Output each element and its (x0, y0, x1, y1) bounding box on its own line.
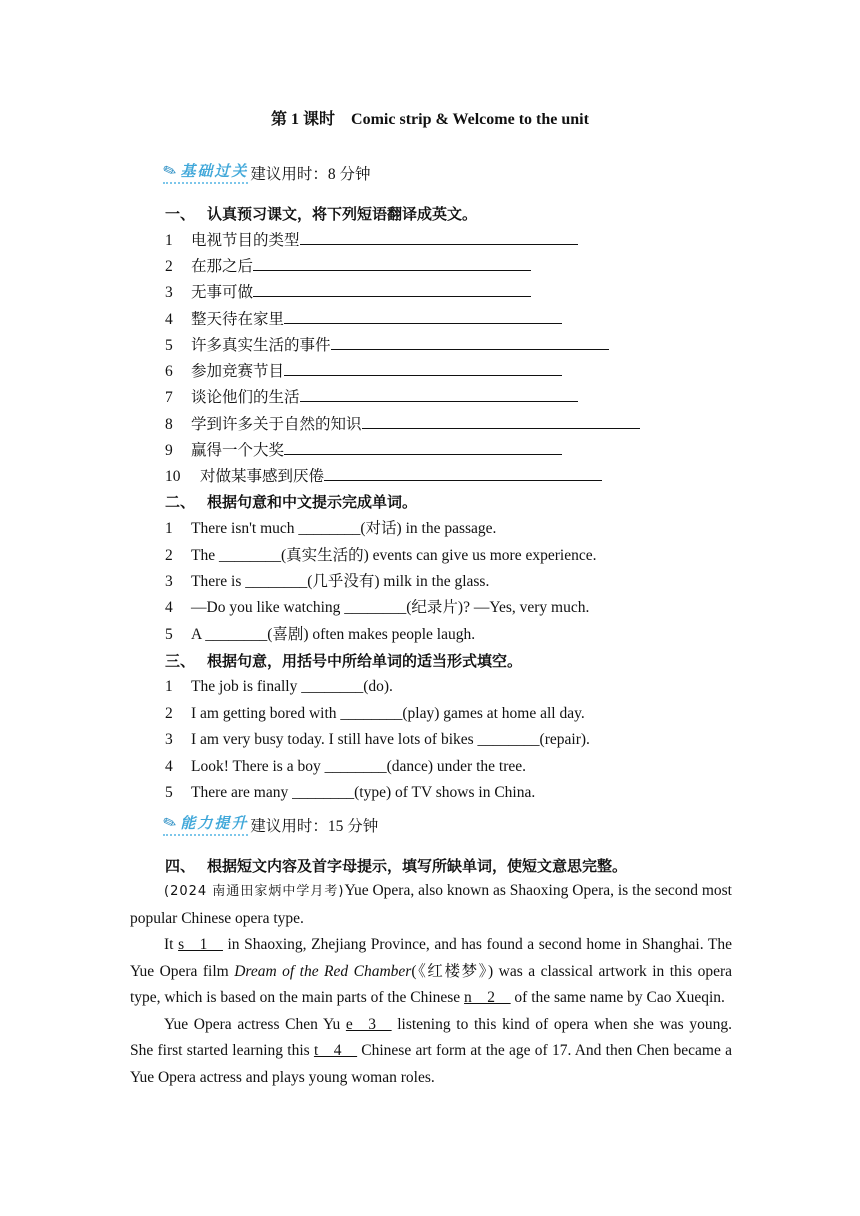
answer-blank[interactable] (324, 465, 602, 481)
gap-4[interactable]: t__4__ (313, 1042, 358, 1059)
pencil-icon: ✎ (160, 158, 182, 183)
list-item: 1 There isn't much ________(对话) in the passage. (165, 520, 497, 537)
list-item: 10 对做某事感到厌倦 (165, 465, 602, 488)
answer-blank[interactable] (300, 386, 578, 402)
list-item: 4 —Do you like watching ________(纪录片)? —Yes, very much. (165, 599, 590, 616)
cloze-passage (130, 878, 732, 1091)
answer-blank[interactable] (331, 334, 609, 350)
badge-advanced (160, 810, 249, 836)
list-item: 9 赢得一个大奖 (165, 439, 562, 462)
badge-advanced-time: 建议用时：15 分钟 (250, 818, 379, 835)
section3-heading: 三、 根据句意，用括号中所给单词的适当形式填空。 (165, 652, 523, 670)
list-item: 6 参加竞赛节目 (165, 360, 562, 383)
list-item: 5 There are many ________(type) of TV shows in China. (165, 784, 536, 801)
gap-2[interactable]: n__2__ (464, 989, 511, 1006)
gap-3[interactable]: e__3__ (345, 1015, 392, 1033)
list-item: 3 无事可做 (165, 281, 531, 304)
section1-heading: 一、 认真预习课文，将下列短语翻译成英文。 (165, 205, 478, 223)
passage-paragraph: (2024 南通田家炳中学月考)Yue Opera, also known as Shaoxing Opera, is the second most popular Chinese opera type. (130, 882, 732, 927)
passage-paragraph: It s__1__ in Shaoxing, Zhejiang Province, and has found a second home in Shanghai. The Yue Opera film Dream of the Red Chamber(《红楼梦》) was a classical artwork in this opera type, which is based on the main parts of the Chinese n__2__ of the same name by Cao Xueqin. (130, 936, 733, 1006)
answer-blank[interactable] (284, 439, 562, 455)
list-item: 3 I am very busy today. I still have lots of bikes ________(repair). (165, 731, 590, 748)
pencil-icon: ✎ (160, 810, 182, 835)
list-item: 2 The ________(真实生活的) events can give us more experience. (165, 547, 597, 564)
section4-heading: 四、 根据短文内容及首字母提示，填写所缺单词，使短文意思完整。 (165, 857, 628, 875)
list-item: 4 Look! There is a boy ________(dance) under the tree. (165, 758, 526, 775)
list-item: 4 整天待在家里 (165, 308, 562, 331)
list-item: 8 学到许多关于自然的知识 (165, 413, 640, 436)
list-item: 2 I am getting bored with ________(play) games at home all day. (165, 705, 585, 722)
answer-blank[interactable] (284, 308, 562, 324)
answer-blank[interactable] (300, 229, 578, 245)
badge-basic (160, 158, 249, 184)
badge-advanced-label: 能力提升 (180, 814, 249, 832)
answer-blank[interactable] (253, 255, 531, 271)
film-title: Dream of the Red Chamber (234, 962, 412, 980)
list-item: 5 许多真实生活的事件 (165, 334, 609, 357)
answer-blank[interactable] (284, 360, 562, 376)
passage-paragraph: Yue Opera actress Chen Yu e__3__ listening to this kind of opera when she was young. She first started learning this t__4__ Chinese art form at the age of 17. And then Chen became a Yue Opera actress and plays young woman roles. (130, 1015, 732, 1086)
list-item: 5 A ________(喜剧) often makes people laugh. (165, 626, 476, 643)
answer-blank[interactable] (253, 281, 531, 297)
page-title: 第 1 课时 Comic strip & Welcome to the unit (271, 111, 589, 128)
basic-section-badge (160, 158, 371, 184)
badge-basic-label: 基础过关 (180, 162, 249, 180)
list-item: 2 在那之后 (165, 255, 531, 278)
section2-heading: 二、 根据句意和中文提示完成单词。 (165, 493, 418, 511)
passage-source: (2024 南通田家炳中学月考) (164, 884, 345, 899)
list-item: 1 The job is finally ________(do). (165, 678, 393, 695)
list-item: 1 电视节目的类型 (165, 229, 578, 252)
answer-blank[interactable] (362, 413, 640, 429)
gap-1[interactable]: s__1__ (178, 936, 223, 953)
badge-basic-time: 建议用时：8 分钟 (250, 166, 371, 183)
list-item: 3 There is ________(几乎没有) milk in the glass. (165, 573, 490, 590)
advanced-section-badge (160, 810, 379, 836)
list-item: 7 谈论他们的生活 (165, 386, 578, 409)
